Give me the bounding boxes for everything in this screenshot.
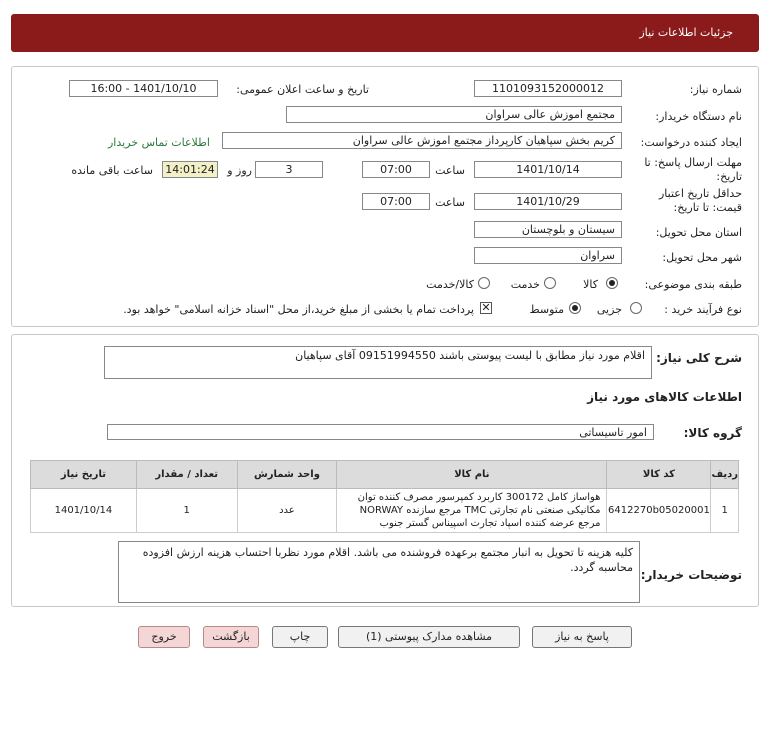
- goods-group-label: گروه کالا:: [683, 426, 742, 440]
- category-option-goods-service: کالا/خدمت: [426, 278, 474, 291]
- purchase-type-label: نوع فرآیند خرید :: [664, 303, 742, 316]
- category-option-goods: کالا: [583, 278, 598, 291]
- category-radio-service[interactable]: [544, 277, 556, 289]
- back-button[interactable]: بازگشت: [203, 626, 259, 648]
- goods-section-title: اطلاعات کالاهای مورد نیاز: [587, 390, 742, 404]
- purchase-radio-medium[interactable]: [569, 302, 581, 314]
- category-radio-goods[interactable]: [606, 277, 618, 289]
- category-option-service: خدمت: [510, 278, 540, 291]
- col-index: ردیف: [711, 461, 739, 489]
- deadline-time-label: ساعت: [435, 164, 465, 177]
- exit-button[interactable]: خروج: [138, 626, 190, 648]
- cell-code: 6412270b05020001: [607, 489, 711, 533]
- city-field: سراوان: [474, 247, 622, 264]
- creator-field: کریم بخش سپاهیان کارپرداز مجتمع اموزش عالی سراوان: [222, 132, 622, 149]
- remaining-time-field: 14:01:24: [162, 161, 218, 178]
- validity-label: حداقل تاریخ اعتبار قیمت: تا تاریخ:: [658, 187, 742, 214]
- province-field: سیستان و بلوچستان: [474, 221, 622, 238]
- purchase-option-minor: جزیی: [596, 303, 622, 316]
- col-date: تاریخ نیاز: [31, 461, 137, 489]
- buyer-notes-label: توضیحات خریدار:: [640, 568, 742, 582]
- cell-unit: عدد: [237, 489, 337, 533]
- deadline-label: مهلت ارسال پاسخ: تا تاریخ:: [644, 156, 742, 183]
- attachments-button[interactable]: مشاهده مدارک پیوستی (1): [338, 626, 520, 648]
- col-code: کد کالا: [607, 461, 711, 489]
- validity-date-field: 1401/10/29: [474, 193, 622, 210]
- category-label: طبقه بندی موضوعی:: [644, 278, 742, 291]
- table-row: [31, 489, 739, 533]
- validity-time-field: 07:00: [362, 193, 430, 210]
- description-label: شرح کلی نیاز:: [656, 351, 742, 365]
- province-label: استان محل تحویل:: [655, 226, 742, 239]
- col-unit: واحد شمارش: [237, 461, 337, 489]
- description-field: اقلام مورد نیاز مطابق با لیست پیوستی باشند 09151994550 آقای سپاهیان: [104, 346, 652, 379]
- city-label: شهر محل تحویل:: [662, 251, 742, 264]
- page-header: [11, 14, 759, 52]
- buyer-contact-link[interactable]: اطلاعات تماس خریدار: [108, 136, 210, 149]
- days-and-label: روز و: [227, 164, 252, 177]
- cell-name: هواساز کامل 300172 کاربرد کمپرسور مصرف کننده توان مکانیکی صنعتی نام تجارتی TMC مرجع سازنده NORWAY مرجع عرضه کننده اسپاد تجارت اسپیناس گستر جنوب: [337, 489, 607, 533]
- creator-label: ایجاد کننده درخواست:: [640, 136, 742, 149]
- goods-group-field: امور تاسیساتی: [107, 424, 654, 440]
- treasury-note: پرداخت تمام یا بخشی از مبلغ خرید،از محل "اسناد خزانه اسلامی" خواهد بود.: [123, 303, 474, 316]
- need-number-field: 1101093152000012: [474, 80, 622, 97]
- announce-field: 1401/10/10 - 16:00: [69, 80, 218, 97]
- validity-time-label: ساعت: [435, 196, 465, 209]
- announce-label: تاریخ و ساعت اعلان عمومی:: [236, 83, 369, 96]
- deadline-date-field: 1401/10/14: [474, 161, 622, 178]
- buyer-org-label: نام دستگاه خریدار:: [655, 110, 742, 123]
- remaining-label: ساعت باقی مانده: [71, 164, 153, 177]
- purchase-radio-minor[interactable]: [630, 302, 642, 314]
- cell-qty: 1: [136, 489, 237, 533]
- cell-index: 1: [711, 489, 739, 533]
- page-title: جزئیات اطلاعات نیاز: [639, 26, 733, 39]
- treasury-checkbox[interactable]: ✕: [481, 301, 491, 314]
- buyer-org-field: مجتمع اموزش عالی سراوان: [286, 106, 622, 123]
- col-qty: تعداد / مقدار: [136, 461, 237, 489]
- goods-table-header: [31, 461, 739, 489]
- need-number-label: شماره نیاز:: [689, 83, 742, 96]
- purchase-option-medium: متوسط: [529, 303, 564, 316]
- buyer-notes-field: کلیه هزینه تا تحویل به انبار مجتمع برعهده فروشنده می باشد. اقلام مورد نظربا احتساب هزینه ارزش افزوده محاسبه گردد.: [118, 541, 640, 603]
- print-button[interactable]: چاپ: [272, 626, 328, 648]
- reply-button[interactable]: پاسخ به نیاز: [532, 626, 632, 648]
- col-name: نام کالا: [337, 461, 607, 489]
- cell-date: 1401/10/14: [31, 489, 137, 533]
- days-field: 3: [255, 161, 323, 178]
- deadline-time-field: 07:00: [362, 161, 430, 178]
- category-radio-goods-service[interactable]: [478, 277, 490, 289]
- goods-table: [30, 460, 739, 533]
